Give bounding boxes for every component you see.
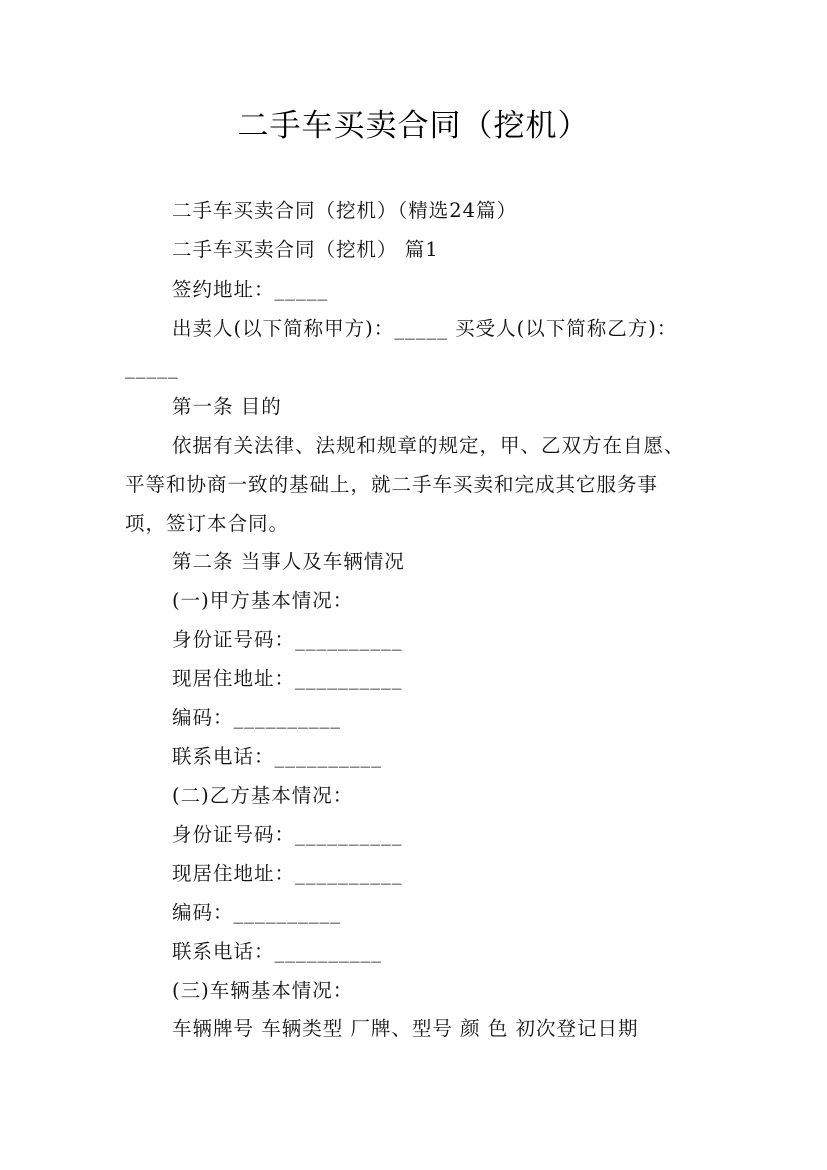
doc-line-subtitle: 二手车买卖合同（挖机）（精选24篇）: [172, 199, 518, 222]
doc-line-party-a-code: 编码：__________: [172, 706, 342, 729]
doc-line-party-a-heading: (一)甲方基本情况：: [172, 589, 354, 612]
doc-line-party-b-id: 身份证号码：__________: [172, 823, 403, 846]
doc-line-chapter: 二手车买卖合同（挖机） 篇1: [172, 238, 439, 261]
doc-line-party-b-address: 现居住地址：__________: [172, 862, 403, 885]
document-title: 二手车买卖合同（挖机）: [237, 108, 590, 144]
doc-line-party-b-code: 编码：__________: [172, 901, 342, 924]
doc-line-sign-address: 签约地址：_____: [172, 278, 329, 301]
doc-line-party-b-heading: (二)乙方基本情况：: [172, 784, 354, 807]
doc-line-article-2: 第二条 当事人及车辆情况: [172, 550, 405, 573]
doc-line-party-a-address: 现居住地址：__________: [172, 667, 403, 690]
doc-line-party-b-phone: 联系电话：__________: [172, 940, 383, 963]
doc-line-article-1: 第一条 目的: [172, 395, 282, 418]
doc-line-vehicle-columns: 车辆牌号 车辆类型 厂牌、型号 颜 色 初次登记日期: [172, 1017, 639, 1040]
doc-line-parties: 出卖人(以下简称甲方)：_____ 买受人(以下简称乙方)：: [172, 317, 678, 340]
doc-line-party-a-phone: 联系电话：__________: [172, 745, 383, 768]
doc-line-purpose-2: 平等和协商一致的基础上，就二手车买卖和完成其它服务事: [125, 473, 659, 496]
doc-line-purpose-1: 依据有关法律、法规和规章的规定，甲、乙双方在自愿、: [172, 434, 685, 457]
doc-line-party-a-id: 身份证号码：__________: [172, 628, 403, 651]
doc-line-vehicle-heading: (三)车辆基本情况：: [172, 979, 354, 1002]
doc-line-purpose-3: 项，签订本合同。: [125, 512, 290, 535]
doc-line-parties-cont: _____: [125, 356, 179, 379]
